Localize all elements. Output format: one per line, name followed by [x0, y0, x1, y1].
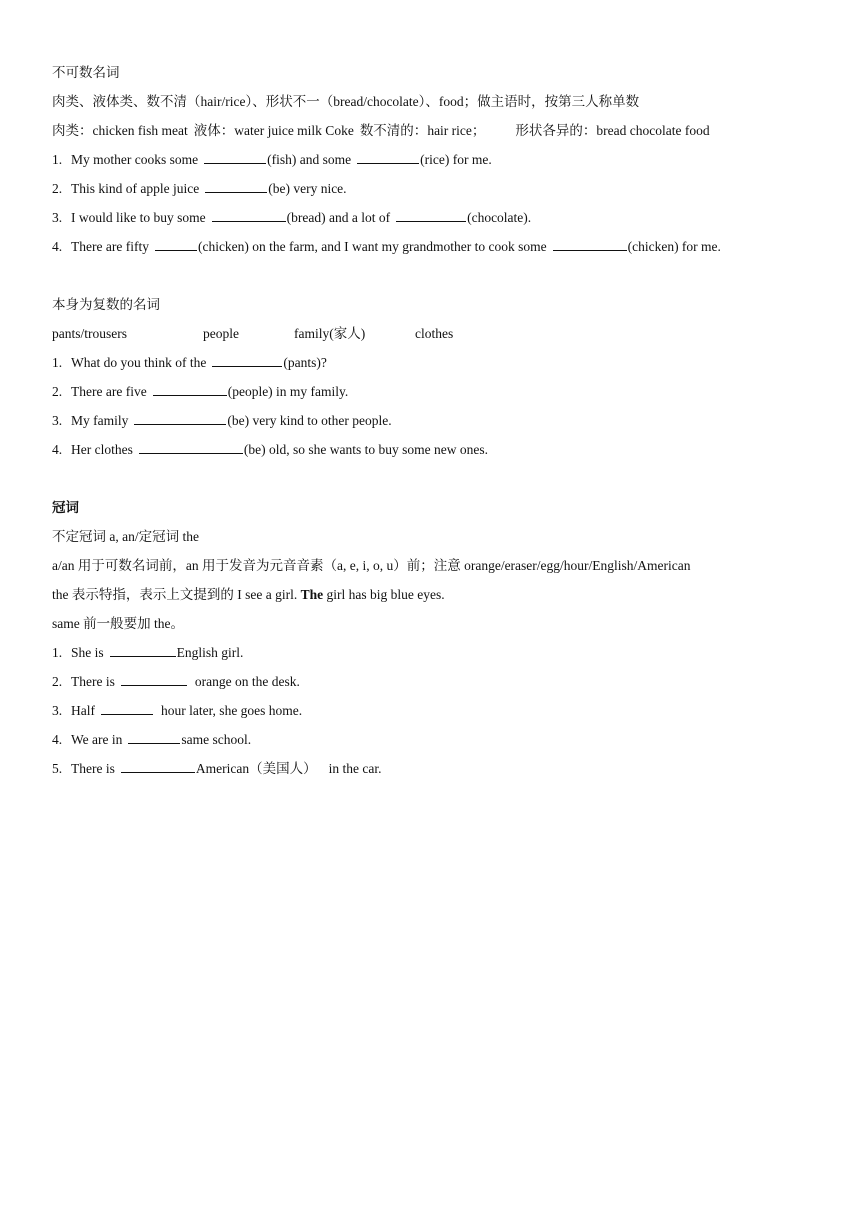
answer-blank[interactable]	[155, 237, 197, 251]
uncountable-rule: 肉类、液体类、数不清（hair/rice）、形状不一（bread/chocolate）、food；做主语时，按第三人称单数	[52, 94, 640, 109]
answer-blank[interactable]	[204, 150, 266, 164]
answer-blank[interactable]	[153, 382, 227, 396]
exercise-item: 1. She is English girl.	[52, 645, 244, 660]
answer-blank[interactable]	[396, 208, 466, 222]
meat-label: 肉类：	[52, 123, 93, 138]
answer-blank[interactable]	[139, 440, 243, 454]
exercise-item: 1. My mother cooks some (fish) and some (rice) for me.	[52, 152, 492, 167]
exercise-item: 3. I would like to buy some (bread) and a lot of (chocolate).	[52, 210, 532, 225]
countless-words: hair rice；	[427, 123, 486, 138]
answer-blank[interactable]	[357, 150, 419, 164]
answer-blank[interactable]	[205, 179, 267, 193]
noun-item: people	[203, 326, 239, 341]
noun-item: family(家人)	[294, 326, 366, 341]
worksheet-page	[52, 58, 842, 783]
exercise-item: 2. There are five (people) in my family.	[52, 384, 349, 399]
meat-words: chicken fish meat	[92, 123, 188, 138]
articles-subtitle: 不定冠词 a, an/定冠词 the	[52, 529, 199, 544]
exercise-item: 3. My family (be) very kind to other people.	[52, 413, 392, 428]
exercise-item: 3. Half hour later, she goes home.	[52, 703, 303, 718]
answer-blank[interactable]	[121, 672, 187, 686]
uncountable-examples	[52, 116, 842, 145]
answer-blank[interactable]	[128, 730, 180, 744]
noun-item: clothes	[415, 326, 454, 341]
answer-blank[interactable]	[553, 237, 627, 251]
bold-the: The	[300, 587, 324, 602]
answer-blank[interactable]	[212, 208, 286, 222]
plural-noun-list	[52, 319, 842, 348]
section-articles-title: 冠词	[52, 500, 79, 515]
countless-label: 数不清的：	[359, 123, 428, 138]
articles-rule-same: same 前一般要加 the。	[52, 616, 184, 631]
section-plural-nouns-title: 本身为复数的名词	[52, 297, 160, 312]
exercise-item: 5. There is American（美国人） in the car.	[52, 761, 382, 776]
shape-words: bread chocolate food	[596, 123, 710, 138]
noun-item: pants/trousers	[52, 326, 127, 341]
exercise-item: 4. We are in same school.	[52, 732, 252, 747]
exercise-item: 4. Her clothes (be) old, so she wants to buy some new ones.	[52, 442, 488, 457]
articles-rule-a-an: a/an 用于可数名词前，an 用于发音为元音音素（a, e, i, o, u）前；注意 orange/eraser/egg/hour/English/American	[52, 558, 691, 573]
exercise-item: 2. There is orange on the desk.	[52, 674, 300, 689]
answer-blank[interactable]	[101, 701, 153, 715]
exercise-item: 4. There are fifty (chicken) on the farm, and I want my grandmother to cook some (chicken) for me.	[52, 239, 721, 254]
shape-label: 形状各异的：	[515, 123, 597, 138]
section-uncountable-title: 不可数名词	[52, 65, 120, 80]
answer-blank[interactable]	[212, 353, 282, 367]
articles-rule-the: the 表示特指，表示上文提到的 I see a girl. The girl has big blue eyes.	[52, 587, 445, 602]
exercise-item: 1. What do you think of the (pants)?	[52, 355, 327, 370]
answer-blank[interactable]	[134, 411, 226, 425]
liquid-words: water juice milk Coke	[234, 123, 354, 138]
answer-blank[interactable]	[110, 643, 176, 657]
answer-blank[interactable]	[121, 759, 195, 773]
liquid-label: 液体：	[193, 123, 235, 138]
exercise-item: 2. This kind of apple juice (be) very nice.	[52, 181, 347, 196]
